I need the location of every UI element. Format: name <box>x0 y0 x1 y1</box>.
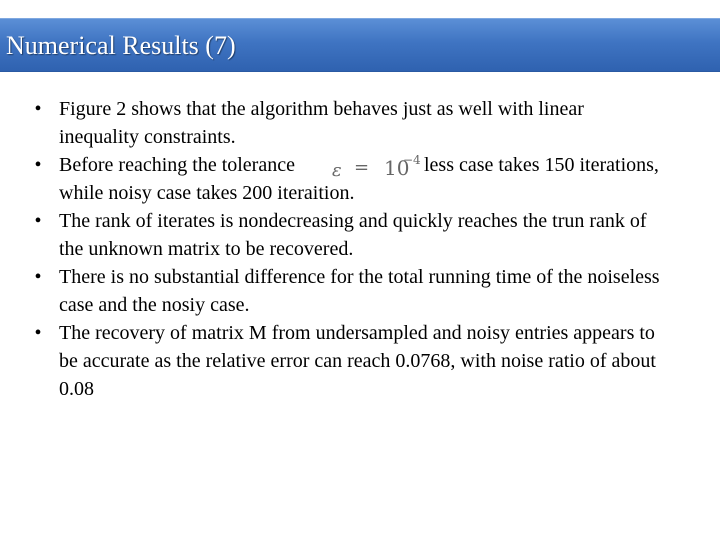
bullet-icon: • <box>34 322 42 344</box>
bullet-list <box>28 95 668 403</box>
bullet-text: Figure 2 shows that the algorithm behaves just as well with linear inequality constraints. <box>59 98 584 148</box>
equation-operator: = <box>353 157 370 178</box>
bullet-text: The rank of iterates is nondecreasing and quickly reaches the trun rank of the unknown matrix to be recovered. <box>59 210 647 260</box>
bullet-icon: • <box>34 210 42 232</box>
bullet-icon: • <box>34 266 42 288</box>
bullet-item-tolerance <box>28 151 668 207</box>
bullet-icon: • <box>34 98 42 120</box>
bullet-text: There is no substantial difference for the total running time of the noiseless case and the nosiy case. <box>59 266 660 316</box>
bullet-text-before: Before reaching the tolerance <box>59 154 300 176</box>
bullet-item-running-time <box>28 263 668 319</box>
bullet-item-figure <box>28 95 668 151</box>
slide-title: Numerical Results (7) <box>6 31 236 60</box>
bullet-text: The recovery of matrix M from undersampled and noisy entries appears to be accurate as the relative error can reach 0.0768, with noise ratio of about 0.08 <box>59 322 656 400</box>
tolerance-equation <box>302 152 422 181</box>
bullet-item-rank <box>28 207 668 263</box>
slide-content <box>28 95 668 403</box>
equation-exponent: −4 <box>402 153 421 167</box>
bullet-icon: • <box>34 154 42 176</box>
equation-base: 10 <box>383 156 410 180</box>
equation-symbol: ε <box>331 160 342 181</box>
title-bar <box>0 18 720 72</box>
bullet-text-after: less case takes 150 iterations, while noisy case takes 200 iteraition. <box>59 154 659 204</box>
bullet-item-recovery <box>28 319 668 403</box>
